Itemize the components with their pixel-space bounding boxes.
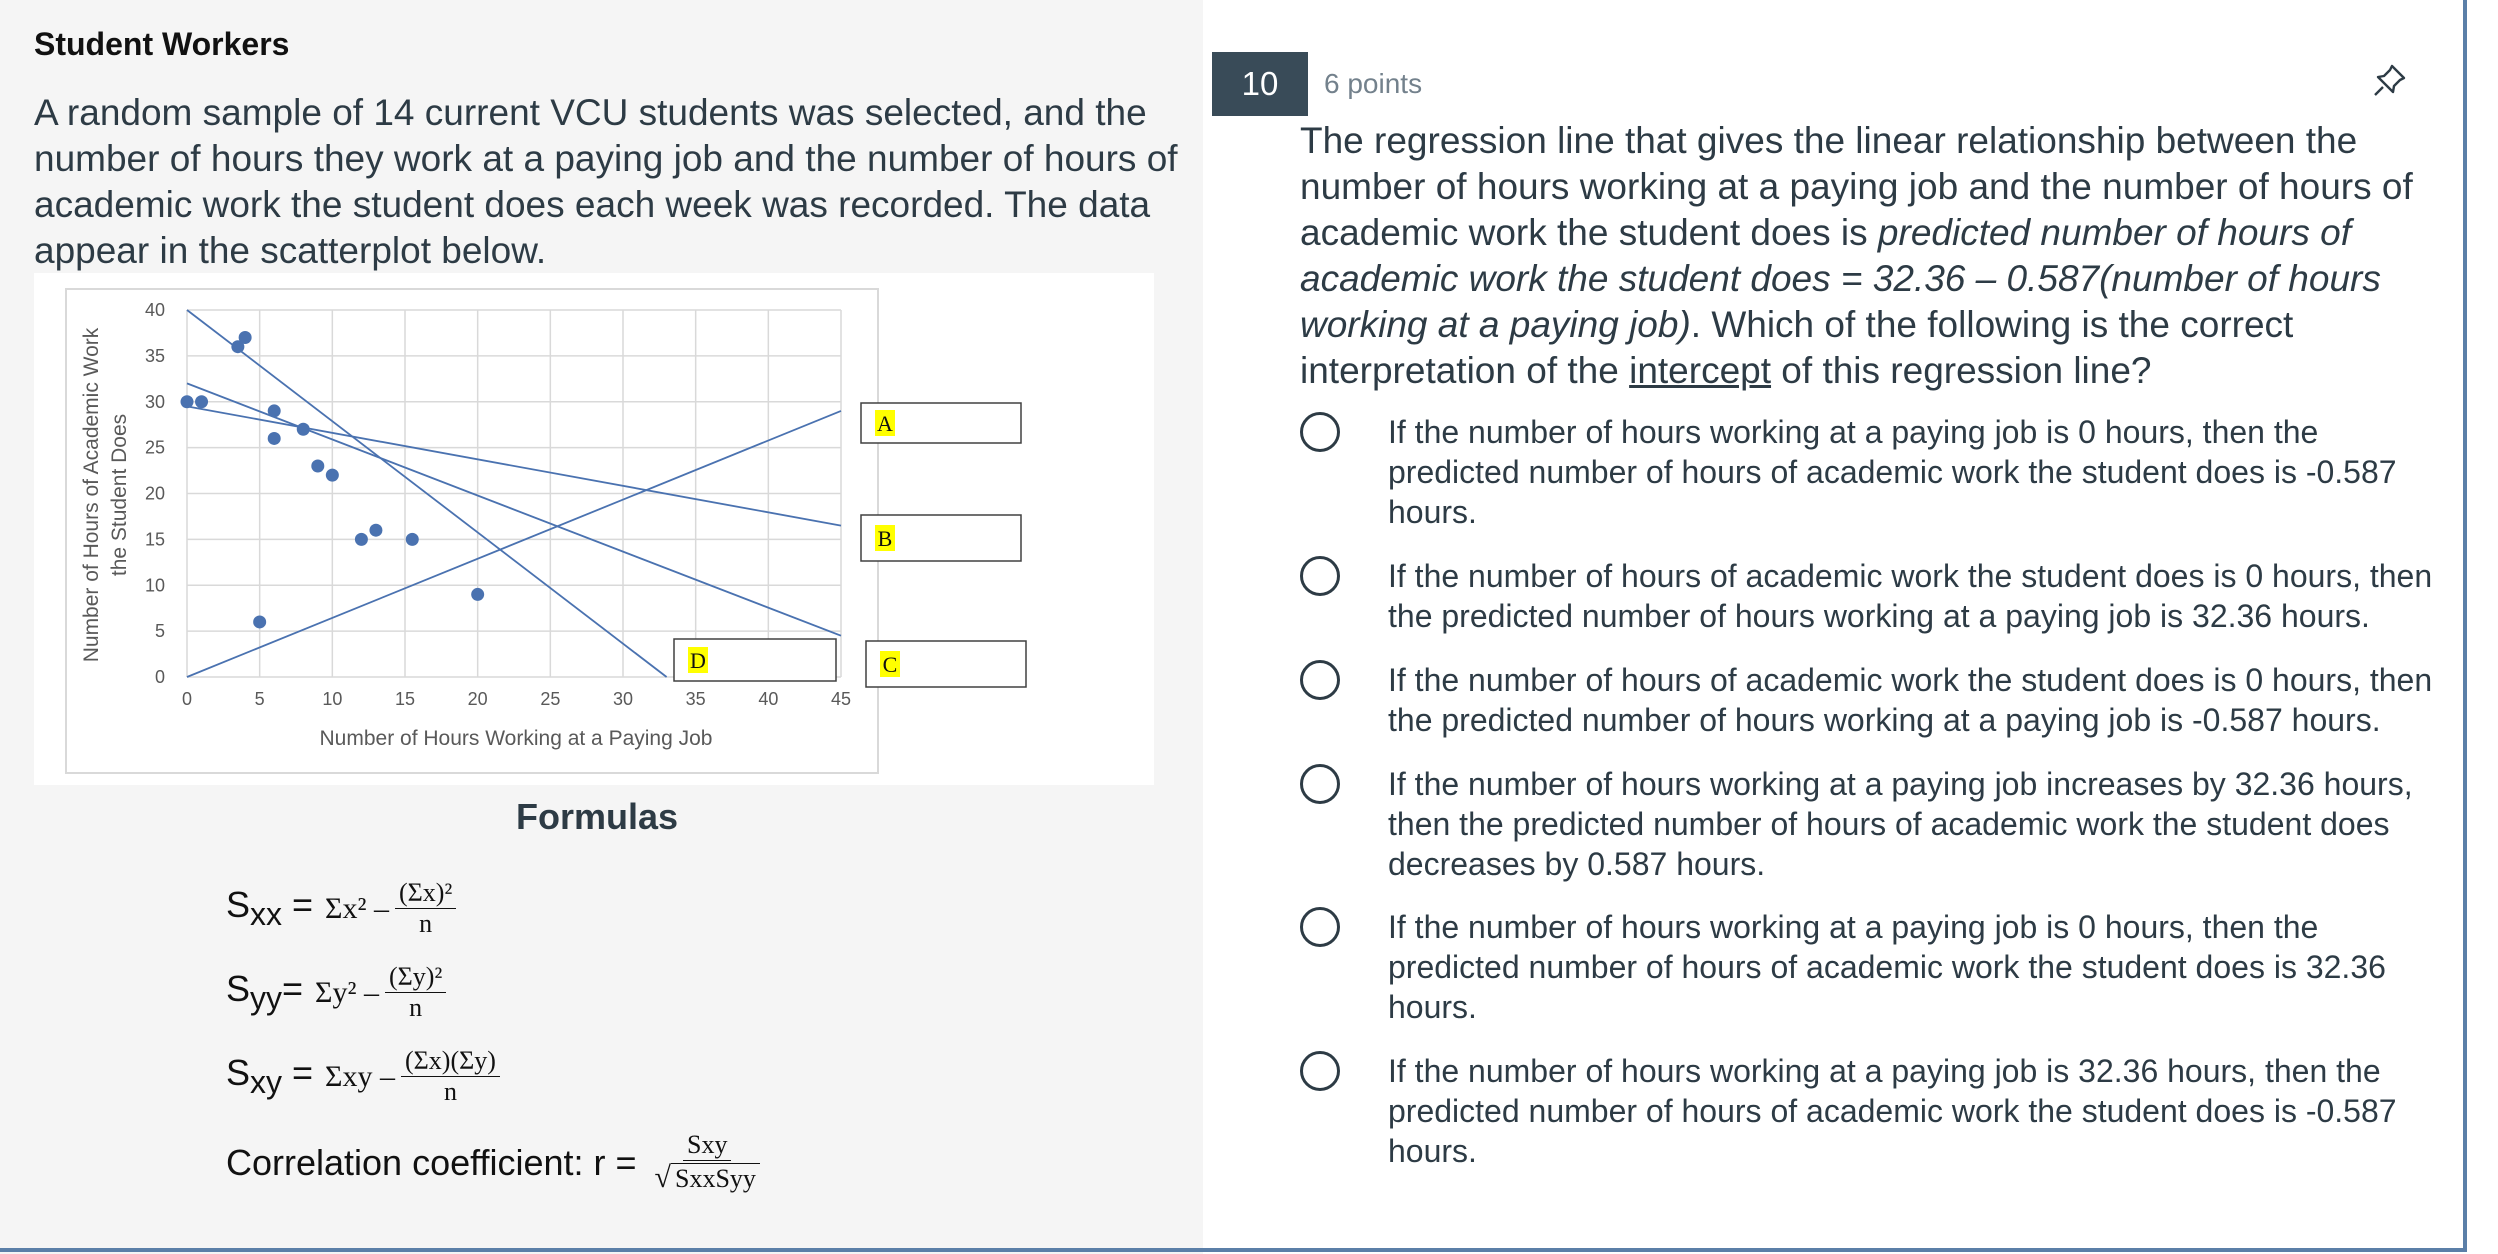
x-tick-label: 30 — [612, 689, 634, 709]
radio-button[interactable] — [1300, 660, 1340, 700]
syy-denominator: n — [409, 993, 423, 1022]
syy-symbol: S — [226, 968, 251, 1009]
y-tick-label: 5 — [154, 621, 165, 642]
answer-option-1[interactable] — [1300, 412, 2450, 532]
data-point — [268, 404, 281, 417]
radio-button[interactable] — [1300, 556, 1340, 596]
syy-subscript: yy — [250, 980, 283, 1016]
x-tick-label: 10 — [322, 689, 343, 709]
y-tick-label: 0 — [154, 667, 165, 687]
question-intercept-word: intercept — [1629, 350, 1772, 391]
x-axis-label: Number of Hours Working at a Paying Job — [319, 727, 713, 750]
syy-sum: Σy² – — [315, 975, 380, 1009]
y-tick-label: 40 — [144, 300, 165, 320]
question-equation: predicted number of hours of academic work the student does = 32.36 – 0.587(number of hours working at a paying job) — [1300, 212, 2381, 345]
line-label-d — [674, 639, 836, 681]
syy-numerator: (Σy)² — [385, 962, 446, 993]
data-point — [326, 469, 339, 482]
intro-text: A random sample of 14 current VCU students was selected, and the number of hours they work at a paying job and the number of hours of academic work the student does each week was recorded. The data appear in the scatterplot below. — [34, 92, 1178, 271]
answer-option-5[interactable] — [1300, 907, 2450, 1027]
answer-option-4[interactable] — [1300, 764, 2450, 884]
x-tick-label: 0 — [181, 689, 193, 709]
label-text: C — [882, 652, 898, 677]
pin-icon[interactable] — [2370, 60, 2410, 100]
y-tick-label: 25 — [144, 437, 165, 458]
correlation-numerator: Sxy — [683, 1130, 731, 1161]
syy-formula: $S_{yy}=$ Σy² – $\frac{\text{(Σy)²}}{n}$ — [226, 962, 446, 1023]
x-tick-label: 25 — [540, 689, 561, 709]
sxy-subscript: xy — [250, 1064, 283, 1100]
left-panel — [0, 0, 1203, 1254]
answer-option-text[interactable]: If the number of hours working at a paying job is 32.36 hours, then the predicted number of hours of academic work the student does is -0.587 hours. — [1388, 1053, 2397, 1169]
scatterplot-figure — [34, 273, 1154, 785]
radio-button[interactable] — [1300, 764, 1340, 804]
line-label-b — [861, 515, 1021, 561]
y-axis-label-line-1: Number of Hours of Academic Work — [80, 327, 103, 663]
label-text: D — [690, 648, 706, 673]
syy-fraction — [385, 962, 446, 1023]
question-points: 6 points — [1324, 68, 1423, 99]
y-tick-label: 20 — [144, 483, 165, 504]
radio-button[interactable] — [1300, 412, 1340, 452]
window-bottom-edge — [0, 1248, 2467, 1252]
answer-option-3[interactable] — [1300, 660, 2450, 740]
correlation-label: Correlation coefficient: r = — [226, 1141, 637, 1183]
y-axis-label-line-2: the Student Does — [108, 413, 131, 577]
label-text: A — [877, 411, 893, 436]
question-text — [1300, 118, 2430, 394]
sxx-numerator: (Σx)² — [395, 878, 456, 909]
sqrt-icon: √ — [654, 1161, 672, 1194]
radio-button[interactable] — [1300, 907, 1340, 947]
data-point — [311, 459, 324, 472]
y-tick-label: 30 — [144, 391, 165, 412]
x-tick-label: 35 — [685, 689, 706, 709]
correlation-denominator: SxxSyy — [671, 1163, 760, 1193]
correlation-formula — [226, 1130, 764, 1195]
x-tick-label: 40 — [758, 689, 779, 709]
correlation-fraction — [651, 1130, 764, 1195]
data-point — [369, 524, 382, 537]
answer-option-6[interactable] — [1300, 1051, 2450, 1171]
x-tick-label: 15 — [394, 689, 416, 709]
sxx-sum: Σx² – — [325, 891, 390, 925]
y-tick-label: 35 — [144, 345, 165, 366]
question-text-part-2: . Which of the following is the correct interpretation of the — [1300, 304, 2294, 391]
answer-option-text[interactable]: If the number of hours of academic work the student does is 0 hours, then the predicted number of hours working at a paying job is -0.587 hours. — [1388, 662, 2433, 738]
answer-option-text[interactable]: If the number of hours working at a paying job is 0 hours, then the predicted number of hours of academic work the student does is 32.36 hours. — [1388, 909, 2386, 1025]
sxy-denominator: n — [443, 1077, 457, 1106]
question-text-part-1: The regression line that gives the linear relationship between the number of hours working at a paying job and the number of hours of academic work the student does is — [1300, 120, 2413, 253]
radio-button[interactable] — [1300, 1051, 1340, 1091]
sxx-fraction — [395, 878, 456, 939]
data-point — [181, 395, 194, 408]
x-tick-label: 45 — [830, 689, 852, 709]
answer-option-text[interactable]: If the number of hours of academic work the student does is 0 hours, then the predicted number of hours working at a paying job is 32.36 hours. — [1388, 558, 2433, 634]
question-number: 10 — [1212, 52, 1308, 116]
sxy-sum: Σxy – — [325, 1059, 396, 1093]
x-tick-label: 5 — [254, 689, 265, 709]
sxy-numerator: (Σx)(Σy) — [401, 1046, 500, 1077]
scatterplot-svg — [34, 273, 1154, 785]
sxx-denominator: n — [419, 909, 433, 938]
data-point — [471, 588, 484, 601]
x-tick-label: 20 — [467, 689, 488, 709]
answer-option-2[interactable] — [1300, 556, 2450, 636]
data-point — [355, 533, 368, 546]
y-tick-label: 15 — [144, 529, 165, 550]
formulas-title: Formulas — [516, 796, 679, 837]
sxx-symbol: S — [226, 884, 251, 925]
data-point — [253, 615, 266, 628]
answer-option-text[interactable]: If the number of hours working at a paying job increases by 32.36 hours, then the predicted number of hours of academic work the student does decreases by 0.587 hours. — [1388, 766, 2413, 882]
sxx-formula: $S_{xx}$ = Σx² – $\frac{\text{(Σx)²}}{n}$ — [226, 878, 456, 939]
data-point — [406, 533, 419, 546]
line-label-c — [866, 641, 1026, 687]
line-label-a — [861, 403, 1021, 443]
label-text: B — [877, 526, 893, 551]
sxy-formula: $S_{xy}$ = Σxy – $\frac{(\Sigma x)(\Sigma y)}{n}$ — [226, 1046, 500, 1107]
answer-option-text[interactable]: If the number of hours working at a paying job is 0 hours, then the predicted number of hours of academic work the student does is -0.587 hours. — [1388, 414, 2397, 530]
window-edge — [2463, 0, 2467, 1250]
section-title: Student Workers — [34, 26, 290, 62]
y-tick-label: 10 — [144, 575, 165, 596]
data-point — [297, 423, 310, 436]
data-point — [268, 432, 281, 445]
question-text-part-3: of this regression line? — [1771, 350, 2152, 391]
sxy-fraction — [401, 1046, 500, 1107]
sxy-symbol: S — [226, 1052, 251, 1093]
data-point — [239, 331, 252, 344]
data-point — [195, 395, 208, 408]
sxx-subscript: xx — [250, 896, 283, 932]
